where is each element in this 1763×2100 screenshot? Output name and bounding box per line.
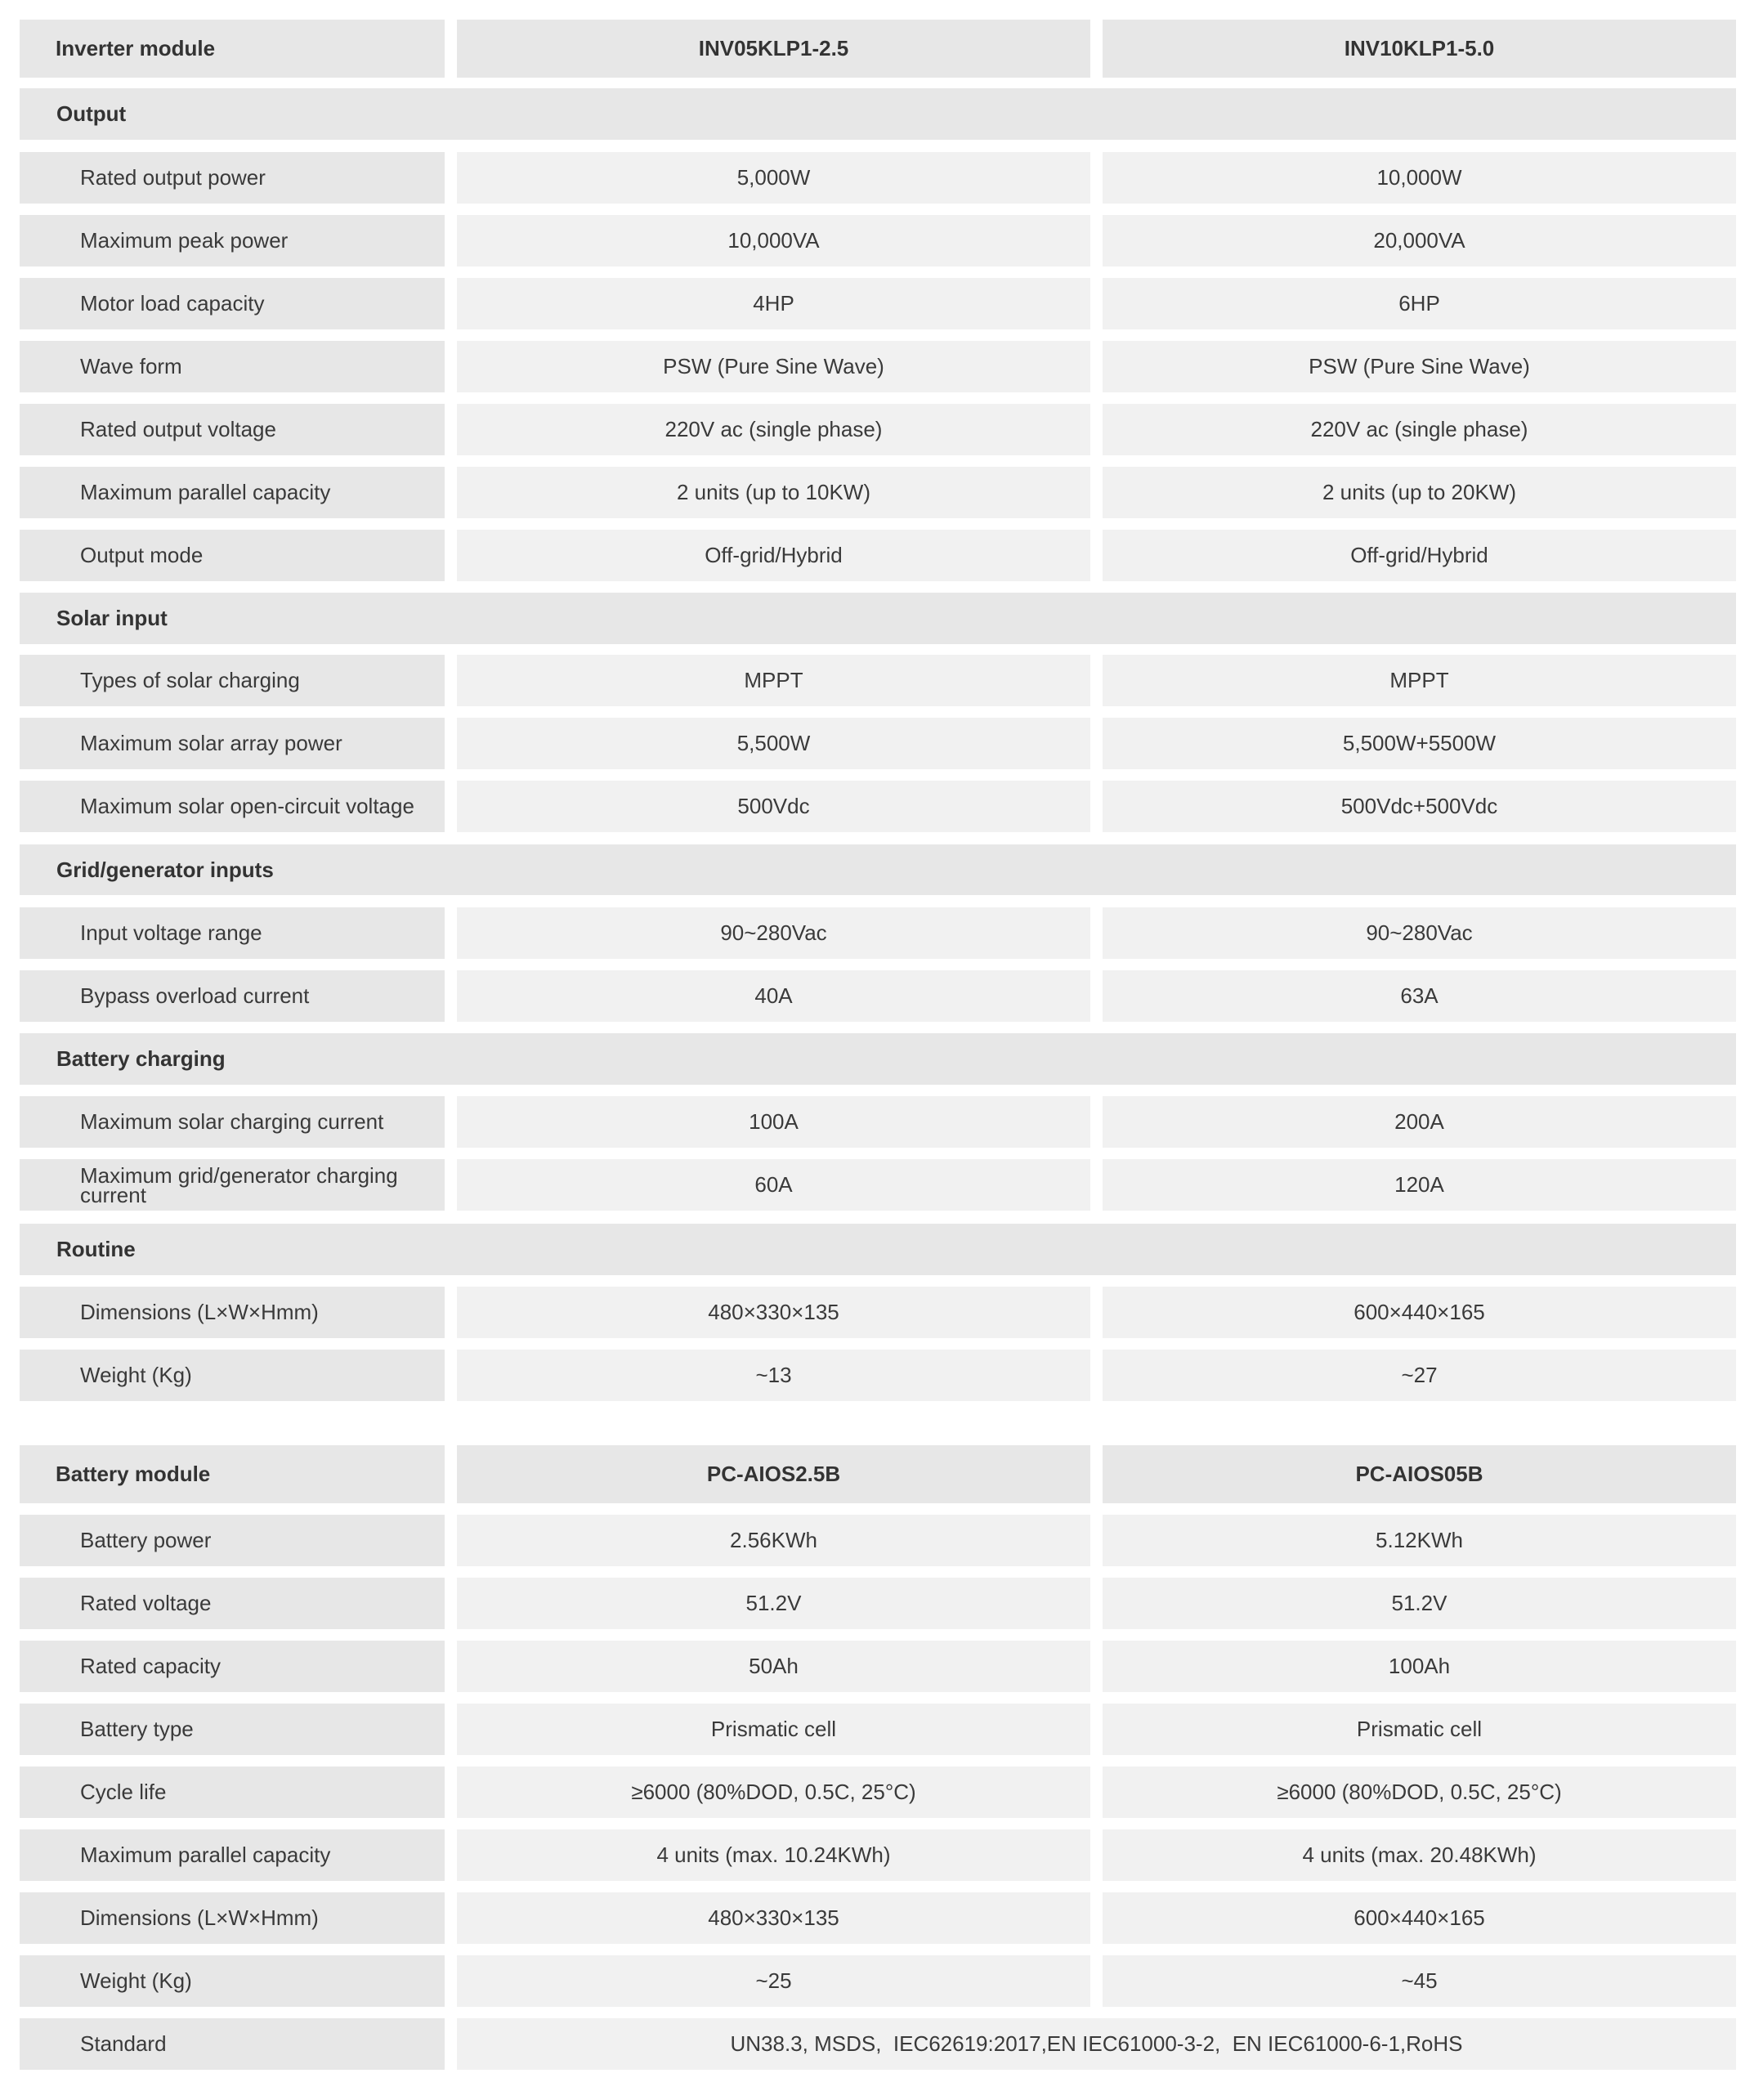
row-value-2: 220V ac (single phase) [1103,404,1736,455]
row-value-1: 40A [457,970,1090,1022]
row-label: Maximum parallel capacity [20,467,445,518]
table-row [20,1578,1736,1629]
row-value-2: 5,500W+5500W [1103,718,1736,769]
table-row [20,781,1736,832]
standard-value: UN38.3, MSDS, IEC62619:2017,EN IEC61000-3-2, EN IEC61000-6-1,RoHS [457,2018,1736,2070]
row-value-1: Prismatic cell [457,1704,1090,1755]
row-label: Bypass overload current [20,970,445,1022]
row-label: Maximum solar charging current [20,1096,445,1148]
row-value-1: 90~280Vac [457,907,1090,959]
row-label: Battery power [20,1515,445,1566]
battery-header-row [20,1445,1736,1503]
table-row [20,1287,1736,1338]
row-value-2: 6HP [1103,278,1736,329]
row-label: Maximum solar array power [20,718,445,769]
table-row [20,341,1736,392]
row-value-1: 480×330×135 [457,1892,1090,1944]
inverter-header-row [20,20,1736,78]
table-row [20,655,1736,706]
table-row [20,467,1736,518]
table-row [20,1766,1736,1818]
row-value-2: ≥6000 (80%DOD, 0.5C, 25°C) [1103,1766,1736,1818]
row-value-1: 5,500W [457,718,1090,769]
table-row [20,1096,1736,1148]
row-label: Dimensions (L×W×Hmm) [20,1892,445,1944]
row-value-2: 20,000VA [1103,215,1736,266]
battery-model-1: PC-AIOS2.5B [457,1445,1090,1503]
row-label: Input voltage range [20,907,445,959]
section-solar-input: Solar input [20,593,1736,644]
row-value-1: 51.2V [457,1578,1090,1629]
row-value-1: 2.56KWh [457,1515,1090,1566]
section-routine: Routine [20,1224,1736,1275]
row-value-1: ~25 [457,1955,1090,2007]
row-value-2: Off-grid/Hybrid [1103,530,1736,581]
row-value-2: Prismatic cell [1103,1704,1736,1755]
table-row [20,1955,1736,2007]
table-row [20,1350,1736,1401]
row-label: Maximum parallel capacity [20,1829,445,1881]
table-row [20,1515,1736,1566]
row-value-2: 63A [1103,970,1736,1022]
table-row [20,718,1736,769]
row-label: Maximum solar open-circuit voltage [20,781,445,832]
row-value-1: ≥6000 (80%DOD, 0.5C, 25°C) [457,1766,1090,1818]
row-label: Output mode [20,530,445,581]
row-value-2: 100Ah [1103,1641,1736,1692]
row-value-2: 200A [1103,1096,1736,1148]
inverter-header-label: Inverter module [20,20,445,78]
row-label: Weight (Kg) [20,1955,445,2007]
row-label: Types of solar charging [20,655,445,706]
battery-header-label: Battery module [20,1445,445,1503]
row-value-1: 480×330×135 [457,1287,1090,1338]
row-value-2: 120A [1103,1159,1736,1211]
row-value-1: ~13 [457,1350,1090,1401]
table-row [20,278,1736,329]
table-row [20,530,1736,581]
row-value-1: 220V ac (single phase) [457,404,1090,455]
row-value-1: 4 units (max. 10.24KWh) [457,1829,1090,1881]
row-value-2: ~27 [1103,1350,1736,1401]
table-row [20,1159,1736,1211]
row-value-2: 600×440×165 [1103,1892,1736,1944]
row-value-1: 4HP [457,278,1090,329]
table-row [20,1829,1736,1881]
inverter-model-2: INV10KLP1-5.0 [1103,20,1736,78]
table-row [20,404,1736,455]
row-value-2: 5.12KWh [1103,1515,1736,1566]
row-label: Motor load capacity [20,278,445,329]
row-label: Dimensions (L×W×Hmm) [20,1287,445,1338]
row-value-2: PSW (Pure Sine Wave) [1103,341,1736,392]
row-label: Maximum grid/generator charging current [20,1159,445,1211]
row-label: Rated voltage [20,1578,445,1629]
row-value-1: 50Ah [457,1641,1090,1692]
row-value-1: 500Vdc [457,781,1090,832]
table-row [20,907,1736,959]
battery-model-2: PC-AIOS05B [1103,1445,1736,1503]
row-label: Maximum peak power [20,215,445,266]
table-row [20,970,1736,1022]
row-value-1: Off-grid/Hybrid [457,530,1090,581]
row-value-2: 600×440×165 [1103,1287,1736,1338]
row-value-2: 4 units (max. 20.48KWh) [1103,1829,1736,1881]
section-grid-generator-inputs: Grid/generator inputs [20,844,1736,895]
table-row [20,152,1736,204]
row-label: Weight (Kg) [20,1350,445,1401]
row-label: Rated capacity [20,1641,445,1692]
row-value-1: 100A [457,1096,1090,1148]
row-value-1: 60A [457,1159,1090,1211]
row-label: Battery type [20,1704,445,1755]
row-value-2: 10,000W [1103,152,1736,204]
row-value-1: MPPT [457,655,1090,706]
table-row [20,1641,1736,1692]
row-label: Rated output voltage [20,404,445,455]
row-label: Cycle life [20,1766,445,1818]
row-value-1: 10,000VA [457,215,1090,266]
section-battery-charging: Battery charging [20,1033,1736,1085]
table-row [20,1704,1736,1755]
row-value-2: 500Vdc+500Vdc [1103,781,1736,832]
row-value-2: MPPT [1103,655,1736,706]
row-value-1: PSW (Pure Sine Wave) [457,341,1090,392]
table-row [20,1892,1736,1944]
row-value-1: 5,000W [457,152,1090,204]
row-value-2: 51.2V [1103,1578,1736,1629]
row-value-2: 2 units (up to 20KW) [1103,467,1736,518]
table-row-standard [20,2018,1736,2070]
row-label: Standard [20,2018,445,2070]
row-label: Wave form [20,341,445,392]
row-label: Rated output power [20,152,445,204]
row-value-1: 2 units (up to 10KW) [457,467,1090,518]
row-value-2: 90~280Vac [1103,907,1736,959]
row-value-2: ~45 [1103,1955,1736,2007]
section-output: Output [20,88,1736,140]
table-row [20,215,1736,266]
inverter-model-1: INV05KLP1-2.5 [457,20,1090,78]
